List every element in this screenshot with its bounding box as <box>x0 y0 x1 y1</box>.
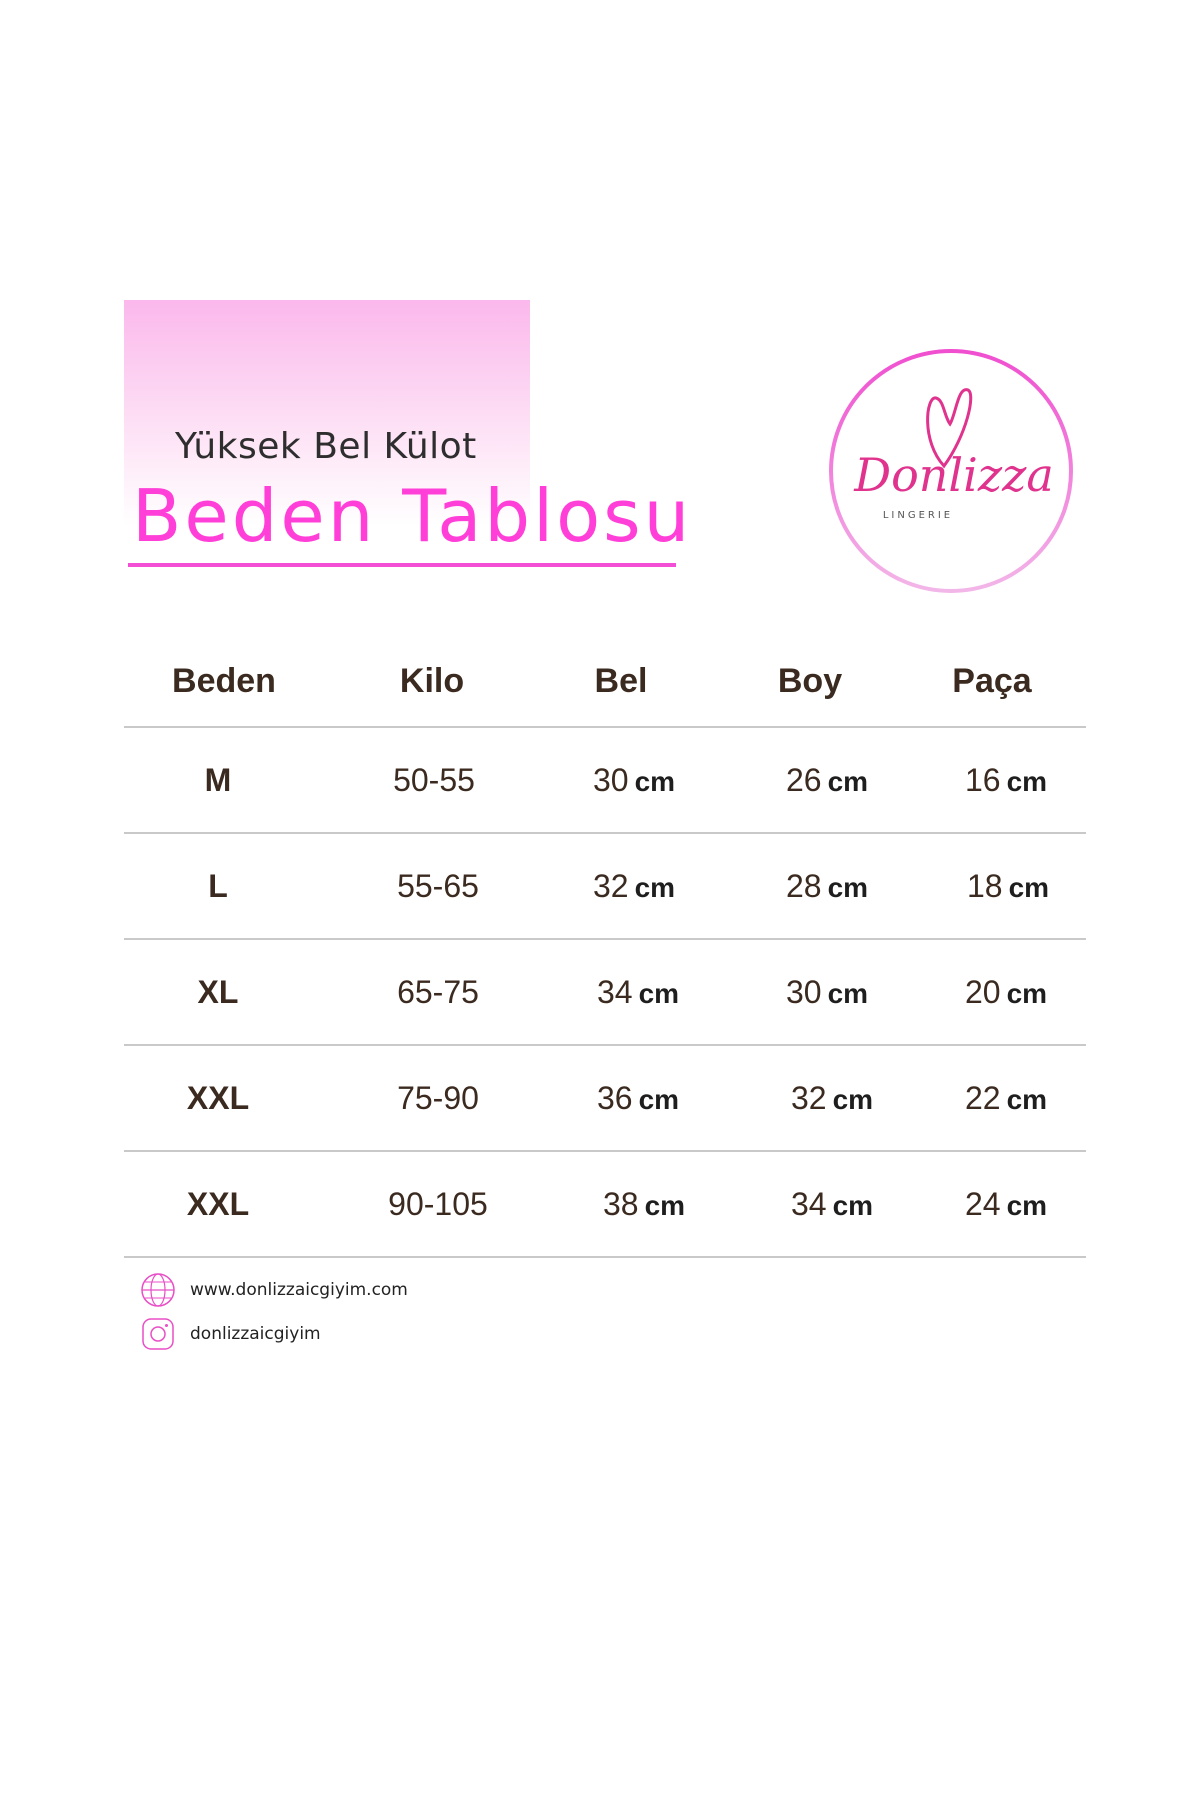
col-header-paca: Paça <box>952 662 1032 700</box>
table-row <box>124 1152 1086 1258</box>
instagram-contact[interactable] <box>140 1314 408 1354</box>
table-row <box>124 940 1086 1046</box>
cell-size: XXL <box>186 1080 250 1116</box>
cell-bel: 38 cm <box>602 1186 686 1222</box>
brand-logo <box>826 346 1076 596</box>
globe-icon <box>140 1272 176 1308</box>
logo-circle-icon <box>826 346 1076 596</box>
logo-brand-text: Donlizza <box>854 448 1054 502</box>
website-contact[interactable] <box>140 1270 408 1310</box>
table-row <box>124 834 1086 940</box>
cell-kilo: 65-75 <box>397 974 479 1010</box>
logo-tagline-text: LINGERIE <box>882 510 954 521</box>
cell-paca: 22 cm <box>964 1080 1048 1116</box>
cell-size: L <box>208 868 228 904</box>
cell-kilo: 75-90 <box>397 1080 479 1116</box>
cell-kilo: 50-55 <box>393 762 475 798</box>
cell-paca: 24 cm <box>964 1186 1048 1222</box>
table-row <box>124 1046 1086 1152</box>
title-underline <box>128 563 676 567</box>
cell-size: XL <box>197 974 239 1010</box>
cell-boy: 30 cm <box>785 974 869 1010</box>
col-header-kilo: Kilo <box>399 662 465 700</box>
cell-boy: 32 cm <box>790 1080 874 1116</box>
cell-size: M <box>204 762 232 798</box>
page-title: Beden Tablosu <box>132 474 693 558</box>
cell-bel: 34 cm <box>596 974 680 1010</box>
cell-paca: 20 cm <box>964 974 1048 1010</box>
product-subtitle: Yüksek Bel Külot <box>175 426 477 467</box>
cell-kilo: 55-65 <box>397 868 479 904</box>
cell-bel: 36 cm <box>596 1080 680 1116</box>
instagram-icon <box>140 1316 176 1352</box>
table-header-row <box>124 640 1086 728</box>
cell-paca: 16 cm <box>964 762 1048 798</box>
cell-bel: 32 cm <box>592 868 676 904</box>
cell-size: XXL <box>186 1186 250 1222</box>
cell-paca: 18 cm <box>966 868 1050 904</box>
col-header-boy: Boy <box>777 662 843 700</box>
cell-boy: 26 cm <box>785 762 869 798</box>
col-header-beden: Beden <box>172 662 276 700</box>
cell-kilo: 90-105 <box>388 1186 488 1222</box>
size-table <box>124 640 1086 1258</box>
website-link[interactable]: www.donlizzaicgiyim.com <box>190 1280 408 1300</box>
cell-boy: 34 cm <box>790 1186 874 1222</box>
contact-list <box>140 1270 408 1358</box>
cell-boy: 28 cm <box>785 868 869 904</box>
table-row <box>124 728 1086 834</box>
cell-bel: 30 cm <box>592 762 676 798</box>
col-header-bel: Bel <box>594 662 648 700</box>
instagram-handle[interactable]: donlizzaicgiyim <box>190 1324 321 1344</box>
